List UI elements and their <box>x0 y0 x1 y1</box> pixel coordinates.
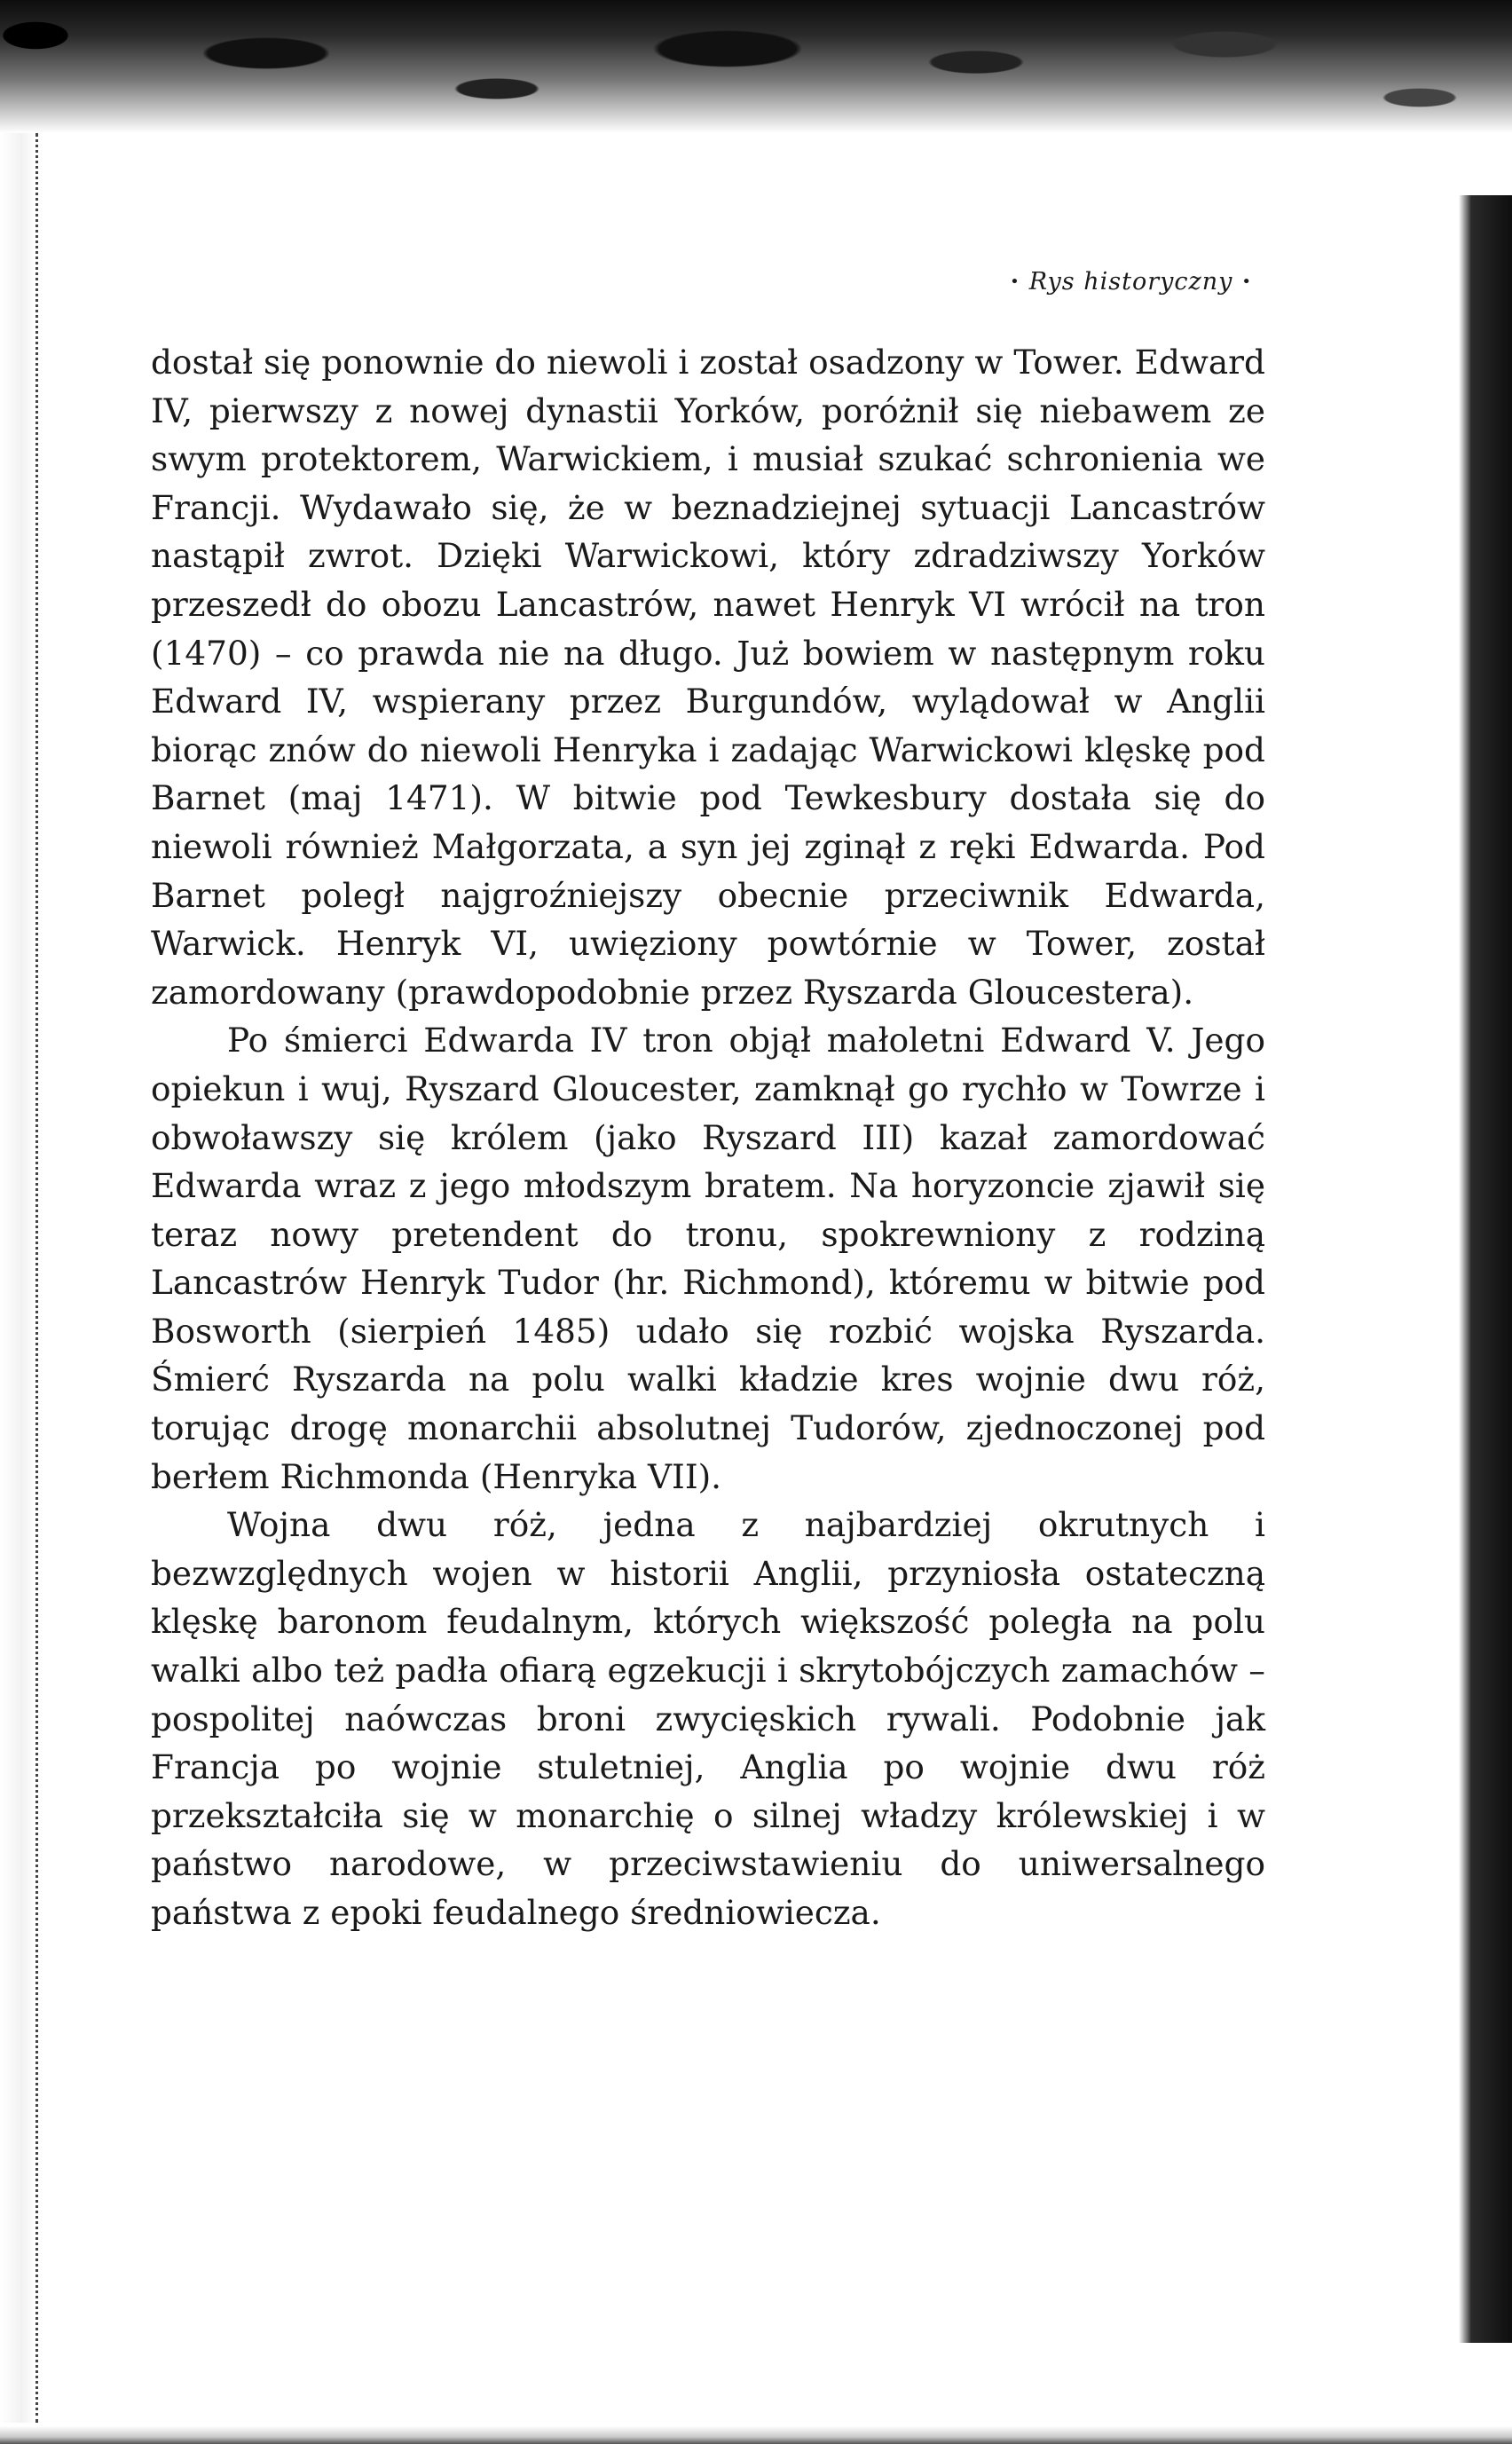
running-head <box>1010 268 1252 296</box>
bullet-left-icon: • <box>1010 272 1020 291</box>
paragraph-2: Po śmierci Edwarda IV tron objął małoletni Edward V. Jego opiekun i wuj, Ryszard Gloucester, zamknął go rychło w Towrze i obwoławszy się królem (jako Ryszard III) kazał zamordować Edwarda wraz z jego młodszym bratem. Na horyzoncie zjawił się teraz nowy pretendent do tronu, spokrewniony z rodziną Lancastrów Henryk Tudor (hr. Richmond), któremu w bitwie pod Bosworth (sierpień 1485) udało się rozbić wojska Ryszarda. Śmierć Ryszarda na polu walki kładzie kres wojnie dwu róż, torując drogę monarchii absolutnej Tudorów, zjednoczonej pod berłem Richmonda (Henryka VII). <box>151 1021 1265 1496</box>
paragraph-3: Wojna dwu róż, jedna z najbardziej okrutnych i bezwzględnych wojen w historii Anglii, przyniosła ostateczną klęskę baronom feudalnym, których większość poległa na polu walki albo też padła ofiarą egzekucji i skrytobójczych zamachów – pospolitej naówczas broni zwycięskich rywali. Podobnie jak Francja po wojnie stuletniej, Anglia po wojnie dwu róż przekształciła się w monarchię o silnej władzy królewskiej i w państwo narodowe, w przeciwstawieniu do uniwersalnego państwa z epoki feudalnego średniowiecza. <box>151 1505 1265 1932</box>
scan-shadow-bottom <box>0 2426 1512 2444</box>
running-head-title: Rys historyczny <box>1028 268 1233 296</box>
body-text <box>151 338 1265 1937</box>
paragraph-1: dostał się ponownie do niewoli i został osadzony w Tower. Edward IV, pierwszy z nowej dynastii Yorków, poróżnił się niebawem ze swym protektorem, Warwickiem, i musiał szukać schronienia we Francji. Wydawało się, że w beznadziejnej sytuacji Lancastrów nastąpił zwrot. Dzięki Warwickowi, który zdradziwszy Yorków przeszedł do obozu Lancastrów, nawet Henryk VI wrócił na tron (1470) – co prawda nie na długo. Już bowiem w następnym roku Edward IV, wspierany przez Burgundów, wylądował w Anglii biorąc znów do niewoli Henryka i zadając Warwickowi klęskę pod Barnet (maj 1471). W bitwie pod Tewkesbury dostała się do niewoli również Małgorzata, a syn jej zginął z ręki Edwarda. Pod Barnet poległ najgroźniejszy obecnie przeciwnik Edwarda, Warwick. Henryk VI, uwięziony powtórnie w Tower, został zamordowany (prawdopodobnie przez Ryszarda Gloucestera). <box>151 343 1265 1012</box>
scan-margin-left <box>0 133 38 2423</box>
scan-shadow-right <box>1459 195 1512 2343</box>
scan-shadow-top <box>0 0 1512 133</box>
bullet-right-icon: • <box>1241 272 1252 291</box>
